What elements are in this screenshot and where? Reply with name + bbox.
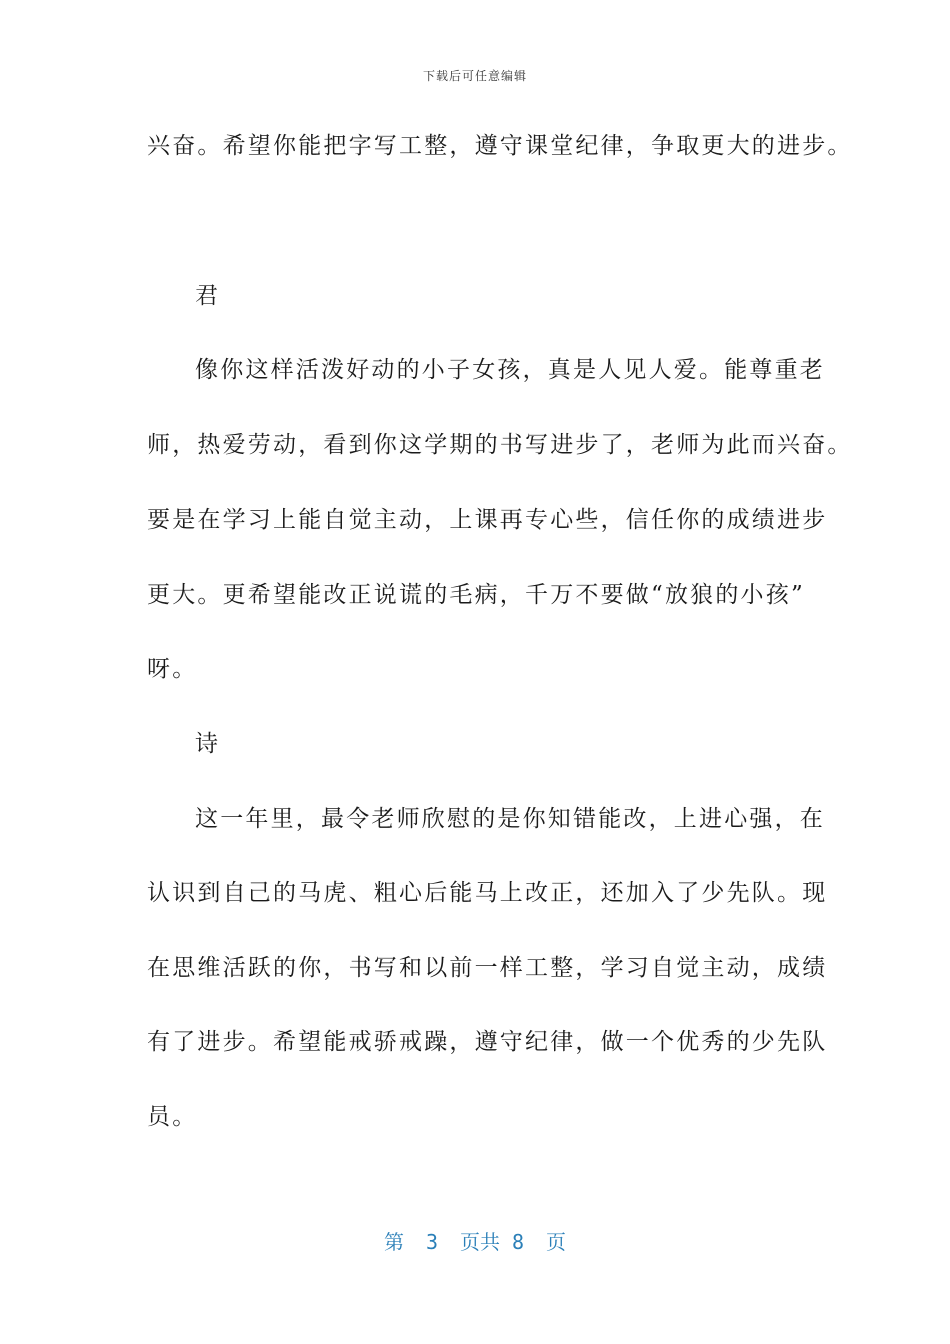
text-line: 员。 xyxy=(147,1104,198,1130)
text-line: 兴奋。希望你能把字写工整，遵守课堂纪律，争取更大的进步。 xyxy=(147,133,853,159)
header-note: 下载后可任意编辑 xyxy=(422,69,527,83)
footer-suffix: 页 xyxy=(546,1230,567,1254)
text-line: 这一年里，最令老师欣慰的是你知错能改，上进心强，在 xyxy=(195,806,825,832)
student-name: 诗 xyxy=(195,731,221,757)
text-line: 像你这样活泼好动的小子女孩，真是人见人爱。能尊重老 xyxy=(195,357,825,383)
page-number-footer xyxy=(0,1226,950,1255)
text-line: 师，热爱劳动，看到你这学期的书写进步了，老师为此而兴奋。 xyxy=(147,432,853,458)
footer-middle: 页共 xyxy=(460,1230,500,1254)
text-line: 呀。 xyxy=(147,656,198,682)
text-line: 更大。更希望能改正说谎的毛病，千万不要做“放狼的小孩” xyxy=(147,582,805,608)
footer-total-pages: 8 xyxy=(512,1230,525,1254)
text-line: 有了进步。希望能戒骄戒躁，遵守纪律，做一个优秀的少先队 xyxy=(147,1029,828,1055)
footer-page-number: 3 xyxy=(425,1230,438,1254)
text-line: 要是在学习上能自觉主动，上课再专心些，信任你的成绩进步 xyxy=(147,507,828,533)
text-line: 认识到自己的马虎、粗心后能马上改正，还加入了少先队。现 xyxy=(147,880,828,906)
text-line: 在思维活跃的你，书写和以前一样工整，学习自觉主动，成绩 xyxy=(147,955,828,981)
footer-prefix: 第 xyxy=(383,1230,404,1254)
student-name: 君 xyxy=(195,283,221,309)
